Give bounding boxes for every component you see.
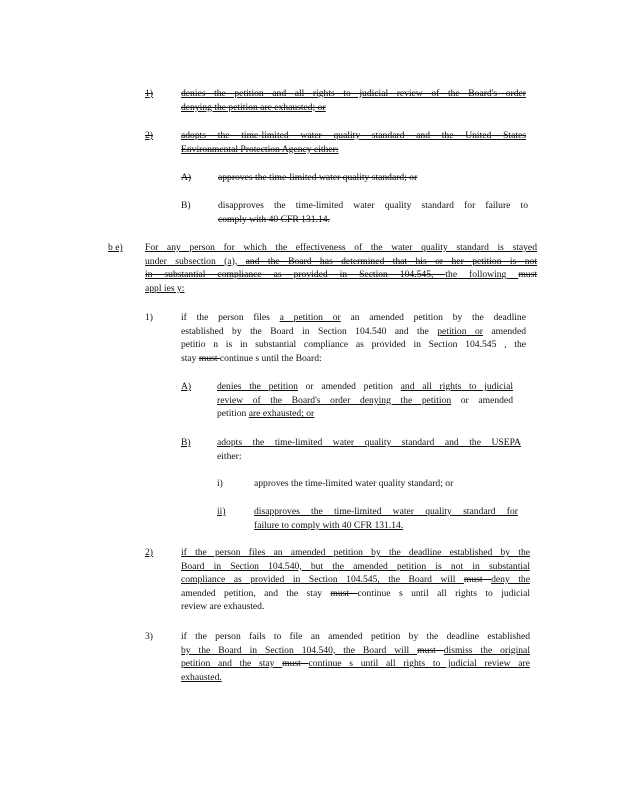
item-label: 2)	[145, 130, 153, 141]
text-span: or amended petition	[297, 381, 401, 392]
text-span: stay	[181, 352, 199, 364]
text-line	[145, 255, 537, 269]
text-span: petitio n is in substantial compliance as provided in Section 104.545 , the	[181, 339, 526, 351]
text-line	[181, 129, 526, 143]
old-item-1	[145, 87, 526, 114]
new-item-2	[145, 546, 530, 614]
text-span: amended petition, and the stay	[181, 587, 331, 599]
text-line	[181, 644, 530, 658]
text-span: if the person fails to file an amended petition by the deadline established	[181, 631, 530, 642]
item-label: A)	[181, 381, 192, 392]
text-span: approves the time-limited water quality standard; or	[218, 172, 418, 183]
text-span: must	[282, 658, 309, 670]
text-line	[254, 505, 518, 519]
text-span: adopts the time-limited water quality standard and the United States	[181, 130, 526, 141]
text-span: amended	[482, 325, 526, 337]
text-span: petition and the stay	[181, 658, 283, 670]
text-line	[181, 560, 530, 574]
item-label: b e)	[108, 242, 123, 253]
text-line	[181, 311, 526, 325]
text-span: exhausted.	[181, 671, 222, 683]
text-line	[181, 546, 530, 560]
text-line	[181, 101, 526, 115]
new-item-1-b-ii	[217, 505, 518, 532]
text-span: review of the Board's order denying the petition	[217, 394, 452, 406]
item-label: 3)	[145, 631, 153, 642]
text-span: a petition or	[279, 312, 341, 323]
text-line	[181, 143, 526, 157]
text-span: by the Board in Section 104.540, the Board will	[181, 644, 418, 656]
text-span: must	[518, 269, 537, 281]
old-item-2-b	[181, 199, 528, 226]
text-line	[217, 450, 521, 464]
text-span: or amended	[451, 394, 513, 406]
text-span: petition or	[437, 325, 483, 337]
item-label: i)	[217, 478, 223, 489]
new-item-1-b	[181, 436, 521, 463]
text-span: adopts the time-limited water quality standard and the USEPA	[217, 437, 521, 448]
text-line	[181, 630, 530, 644]
text-line	[217, 380, 513, 394]
text-line	[145, 241, 537, 255]
text-span: denying the petition are exhausted; or	[181, 101, 326, 113]
text-span: deny the	[491, 574, 530, 586]
text-line	[145, 282, 537, 296]
text-span: must	[330, 587, 358, 599]
item-label: A)	[181, 172, 192, 183]
text-span: For any person for which the effectiveness of the water quality standard is stayed	[145, 242, 537, 253]
text-span: approves the time-limited water quality standard; or	[254, 478, 454, 489]
text-span: an amended petition by the deadline	[340, 312, 526, 323]
text-line	[181, 338, 526, 352]
text-span: dismiss the original	[443, 644, 530, 656]
old-item-2	[145, 129, 526, 156]
new-item-1	[145, 311, 526, 365]
text-span: must	[198, 352, 220, 364]
text-line	[217, 407, 513, 421]
text-span: denies the petition and all rights to judicial review of the Board's order	[181, 88, 526, 99]
item-label: B)	[181, 437, 191, 448]
text-span: are exhausted; or	[248, 408, 315, 420]
text-line	[218, 171, 528, 185]
new-item-3	[145, 630, 530, 684]
text-span: continue s until the Board:	[219, 352, 322, 364]
text-line	[181, 87, 526, 101]
text-span: review are exhausted.	[181, 601, 265, 613]
text-span: must	[417, 644, 444, 656]
text-span: failure to comply with 40 CFR 131.14.	[254, 519, 404, 531]
text-line	[181, 587, 530, 601]
text-span: comply with 40 CFR 131.14.	[218, 213, 330, 225]
new-item-1-b-i	[217, 477, 512, 491]
text-line	[217, 436, 521, 450]
text-span: continue s until all rights to judicial review are	[308, 658, 530, 670]
item-label: B)	[181, 200, 191, 211]
text-span: appl ies y:	[145, 282, 185, 294]
text-line	[181, 657, 530, 671]
text-line	[218, 199, 528, 213]
text-span: compliance as provided in Section 104.545, the Board will	[181, 574, 464, 586]
text-line	[181, 600, 530, 614]
text-span: disapproves the time-limited water quality standard for	[254, 506, 518, 517]
text-span: continue s until all rights to judicial	[357, 587, 530, 599]
text-span: Environmental Protection Agency either:	[181, 143, 339, 155]
text-line	[254, 477, 512, 491]
text-span: established by the Board in Section 104.540 and the	[181, 325, 438, 337]
text-span: either:	[217, 450, 242, 462]
text-span: in substantial compliance as provided in Section 104.545,	[145, 269, 446, 281]
text-span: and all rights to judicial	[400, 381, 513, 392]
text-span: denies the petition	[217, 381, 298, 392]
text-span: must	[463, 574, 492, 586]
new-item-1-a	[181, 380, 513, 421]
text-span: petition	[217, 408, 249, 420]
text-line	[181, 671, 530, 685]
text-line	[254, 519, 518, 533]
text-line	[181, 325, 526, 339]
text-line	[181, 573, 530, 587]
text-span: the following	[445, 269, 519, 281]
text-span: if the person files	[181, 312, 280, 323]
text-line	[145, 268, 537, 282]
text-line	[181, 352, 526, 366]
item-label: 1)	[145, 88, 153, 99]
item-label: 1)	[145, 312, 153, 323]
item-label: ii)	[217, 506, 226, 517]
text-span: under subsection (a),	[145, 255, 246, 267]
text-line	[217, 394, 513, 408]
subsection-b	[108, 241, 537, 295]
item-label: 2)	[145, 547, 153, 558]
text-span: disapproves the time-limited water quality standard for failure to	[218, 200, 528, 211]
text-line	[218, 213, 528, 227]
text-span: and the Board has determined that his or her petition is not	[245, 255, 537, 267]
text-span: if the person files an amended petition by the deadline established by the	[181, 547, 530, 558]
old-item-2-a	[181, 171, 528, 185]
text-span: Board in Section 104.540, but the amended petition is not in substantial	[181, 560, 530, 572]
